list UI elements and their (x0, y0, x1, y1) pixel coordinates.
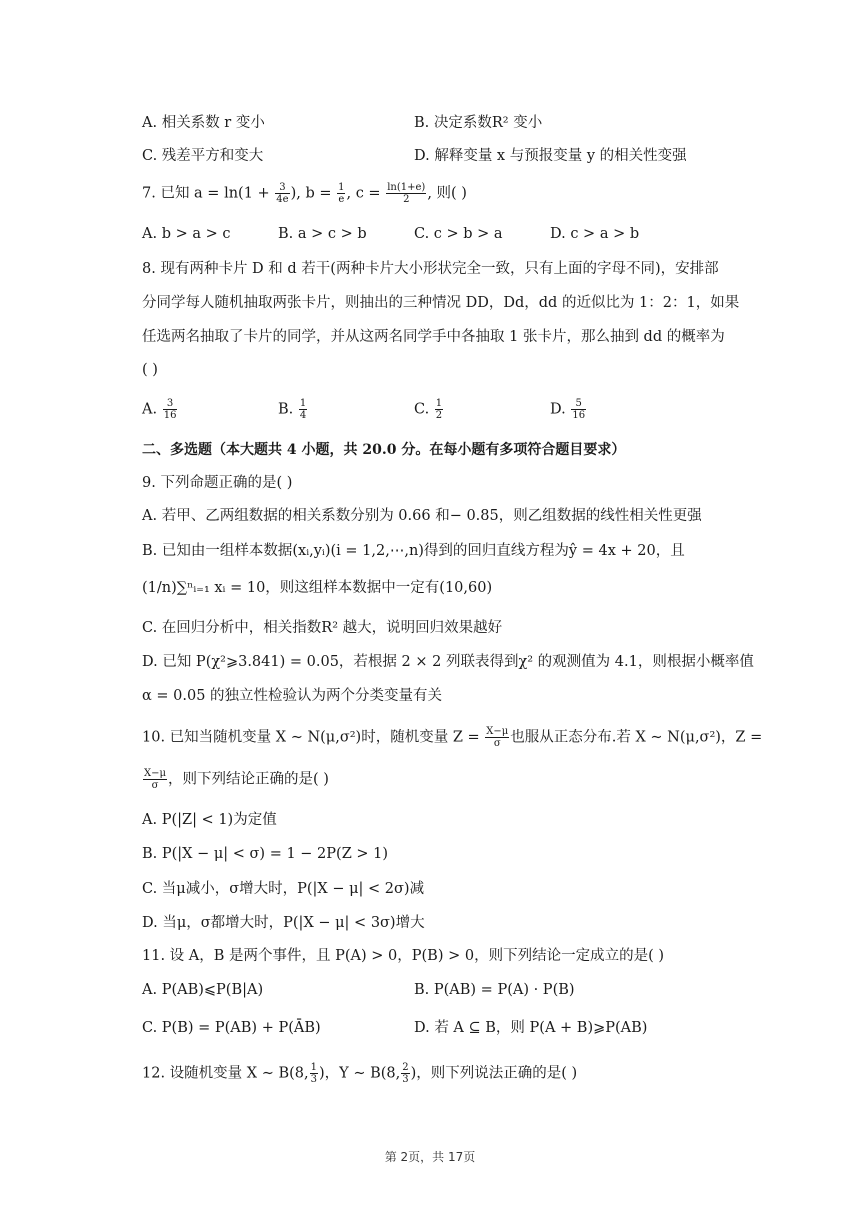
q8-line-3: 任选两名抽取了卡片的同学，并从这两名同学手中各抽取 1 张卡片，那么抽到 dd 的概率为 (142, 329, 725, 345)
q11-option-c: C. P(B) = P(AB) + P(ĀB) (142, 1020, 321, 1036)
q6-option-c: C. 残差平方和变大 (142, 148, 264, 164)
q10-option-c: C. 当μ减小，σ增大时，P(|X − μ| < 2σ)减 (142, 881, 425, 897)
q8-option-a: A. $\frac{3}{16}$ (142, 398, 177, 421)
q7-frac-b: $\frac{1}{e}$ (338, 182, 345, 205)
q9-option-c: C. 在回归分析中，相关指数R² 越大，说明回归效果越好 (142, 620, 503, 636)
q12-frac-1: $\frac{1}{3}$ (310, 1062, 317, 1085)
q9-option-b-line-1: B. 已知由一组样本数据(xᵢ,yᵢ)(i = 1,2,⋯,n)得到的回归直线方程为ŷ = 4x + 20，且 (142, 543, 685, 559)
q6-option-b: B. 决定系数R² 变小 (414, 115, 543, 131)
q8-option-d: D. $\frac{5}{16}$ (550, 398, 586, 421)
q7-stem: 7. 已知 a = ln(1 + $\frac{3}{4e}$ ), b = $\frac{1}{e}$ , c = $\frac{\ln(1+e)}{2}$ , 则( ) (142, 182, 467, 205)
q7-frac-c: $\frac{\ln(1+e)}{2}$ (387, 182, 426, 205)
q10-line-1: 10. 已知当随机变量 X ∼ N(μ,σ²)时，随机变量 Z = $\frac{X-\mu}{\sigma}$ 也服从正态分布.若 X ∼ N(μ,σ²)，Z = (142, 726, 763, 749)
q7-frac-a: $\frac{3}{4e}$ (276, 182, 289, 205)
q11-stem: 11. 设 A，B 是两个事件，且 P(A) > 0，P(B) > 0，则下列结论一定成立的是( ) (142, 948, 664, 964)
section-2-title: 二、多选题（本大题共 4 小题，共 20.0 分。在每小题有多项符合题目要求） (142, 442, 626, 458)
q8-option-c: C. $\frac{1}{2}$ (414, 398, 443, 421)
q11-option-b: B. P(AB) = P(A) · P(B) (414, 982, 575, 998)
page-number-footer: 第 2页，共 17页 (384, 1150, 476, 1164)
q10-frac-2: $\frac{X-\mu}{\sigma}$ (144, 768, 166, 791)
q12-stem: 12. 设随机变量 X ∼ B(8, $\frac{1}{3}$ )，Y ∼ B(8, $\frac{2}{3}$ )，则下列说法正确的是( ) (142, 1062, 578, 1085)
q10-line-2: $\frac{X-\mu}{\sigma}$ ，则下列结论正确的是( ) (144, 768, 329, 791)
q9-option-a: A. 若甲、乙两组数据的相关系数分别为 0.66 和− 0.85，则乙组数据的线性相关性更强 (142, 508, 702, 524)
q10-frac-1: $\frac{X-\mu}{\sigma}$ (486, 726, 509, 749)
q7-option-d: D. c > a > b (550, 226, 640, 242)
q7-option-b: B. a > c > b (278, 226, 367, 242)
q11-option-d: D. 若 A ⊆ B，则 P(A + B)⩾P(AB) (414, 1020, 648, 1036)
q6-option-a: A. 相关系数 r 变小 (142, 115, 265, 131)
q8-line-4: ( ) (142, 362, 158, 378)
q10-option-a: A. P(|Z| < 1)为定值 (142, 812, 277, 828)
q10-option-b: B. P(|X − μ| < σ) = 1 − 2P(Z > 1) (142, 846, 389, 862)
q7-option-c: C. c > b > a (414, 226, 503, 242)
q8-line-1: 8. 现有两种卡片 D 和 d 若干(两种卡片大小形状完全一致，只有上面的字母不同)，安排部 (142, 261, 719, 277)
q9-option-b-line-2: (1/n)∑ⁿᵢ₌₁ xᵢ = 10，则这组样本数据中一定有(10,60) (142, 580, 493, 596)
q6-option-d: D. 解释变量 x 与预报变量 y 的相关性变强 (414, 148, 687, 164)
q9-option-d-line-2: α = 0.05 的独立性检验认为两个分类变量有关 (142, 688, 443, 704)
q10-option-d: D. 当μ，σ都增大时，P(|X − μ| < 3σ)增大 (142, 915, 425, 931)
q9-stem: 9. 下列命题正确的是( ) (142, 475, 293, 491)
q8-line-2: 分同学每人随机抽取两张卡片，则抽出的三种情况 DD，Dd，dd 的近似比为 1：2：1，如果 (142, 295, 740, 311)
q9-option-d-line-1: D. 已知 P(χ²⩾3.841) = 0.05，若根据 2 × 2 列联表得到χ² 的观测值为 4.1，则根据小概率值 (142, 654, 754, 670)
q11-option-a: A. P(AB)⩽P(B|A) (142, 982, 264, 998)
q7-option-a: A. b > a > c (142, 226, 231, 242)
q12-frac-2: $\frac{2}{3}$ (402, 1062, 409, 1085)
q8-option-b: B. $\frac{1}{4}$ (278, 398, 307, 421)
